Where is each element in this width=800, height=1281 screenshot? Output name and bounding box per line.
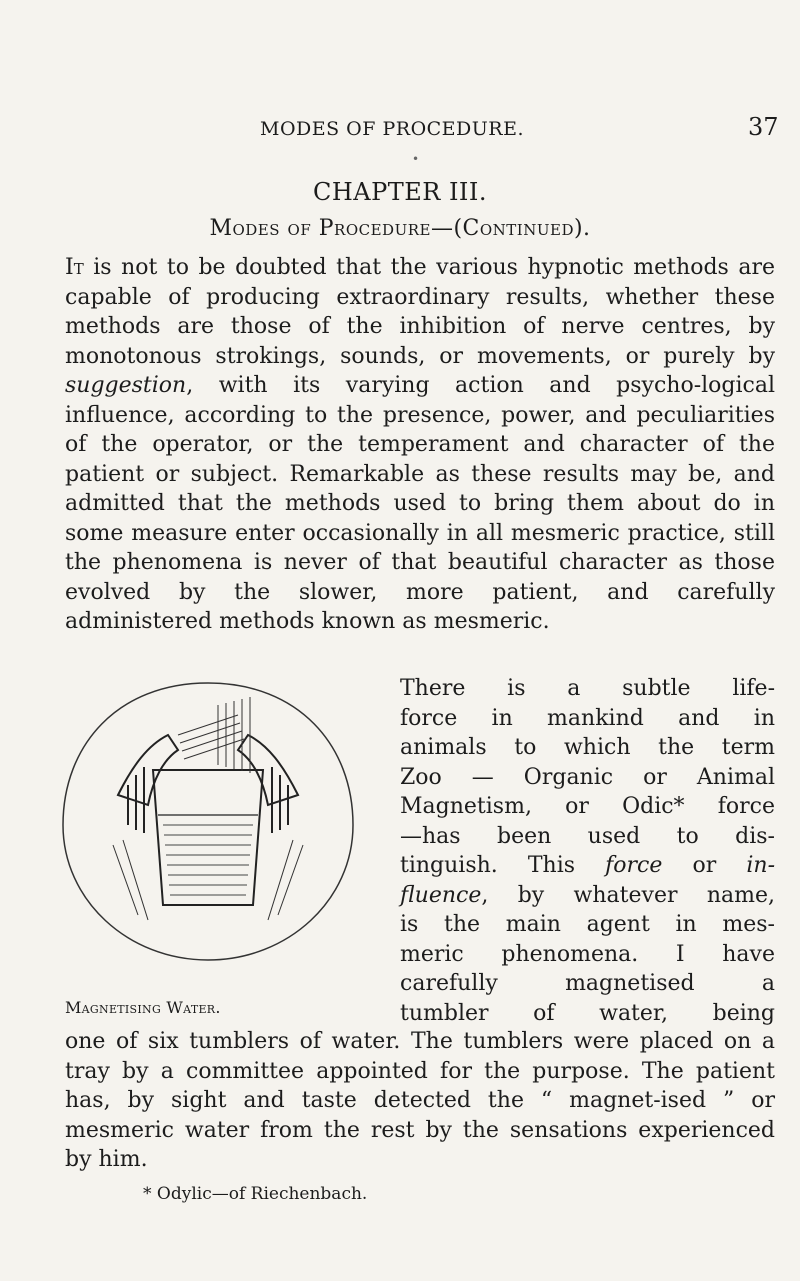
paragraph-lead: It (65, 255, 84, 280)
chapter-subtitle: Modes of Procedure—(Continued). (209, 216, 591, 241)
side-line: is the main agent in mes- (400, 912, 775, 937)
paragraph-2-tail: one of six tumblers of water. The tumblers were placed on a tray by a committee appointed for the purpose. The patient has, by sight and taste detected the “ magnet-ised ” or mesmeric water from the rest by the sensations experienced by him. (65, 1029, 775, 1172)
page-number: 37 (748, 113, 779, 141)
side-line: meric phenomena. I have (400, 941, 775, 967)
printer-mark: • (412, 152, 420, 166)
paragraph-1-text-b: , with its varying action and psycho-logical influence, according to the presence, power, and peculiarities of the operator, or the temperament and character of the patient or subject. Remarkable as these results may be, and admitted that the methods used to bring them about do in some measure enter occasionally in all mesmeric practice, still the phenomena is never of that beautiful character as those evolved by the slower, more patient, and carefully administered methods known as mesmeric. (65, 373, 775, 634)
side-line-7-b: or (662, 853, 747, 878)
side-line: Zoo — Organic or Animal (400, 764, 775, 790)
footnote: * Odylic—of Riechenbach. (143, 1184, 368, 1204)
side-line-8-b: , by whatever name, (481, 882, 775, 908)
side-line: —has been used to dis- (400, 823, 775, 849)
side-line-8 (400, 881, 775, 911)
side-line: force in mankind and in (400, 705, 775, 731)
paragraph-1-text-a: is not to be doubted that the various hypnotic methods are capable of producing extraordinary results, whether these methods are those of the inhibition of nerve centres, by monotonous strokings, sounds, or movements, or purely by (65, 255, 775, 369)
emphasis-fluence: fluence (400, 882, 482, 908)
running-head: MODES OF PROCEDURE. (259, 118, 525, 140)
side-line: animals to which the term (400, 735, 775, 760)
side-line: tumbler of water, being (400, 1000, 775, 1026)
side-line-7-a: tinguish. This (400, 853, 606, 878)
emphasis-suggestion: suggestion (65, 373, 187, 398)
side-line-7 (400, 851, 775, 881)
emphasis-force: force (605, 853, 663, 878)
side-line: There is a subtle life- (400, 676, 775, 701)
magnetising-water-illustration (58, 675, 358, 965)
side-line: carefully magnetised a (400, 971, 775, 996)
figure-caption: Magnetising Water. (65, 998, 221, 1017)
side-line: Magnetism, or Odic* force (400, 794, 775, 819)
paragraph-1 (65, 253, 775, 637)
chapter-title: CHAPTER III. (312, 178, 488, 206)
emphasis-in: in- (746, 853, 775, 878)
paragraph-2-side-column (400, 674, 775, 1028)
